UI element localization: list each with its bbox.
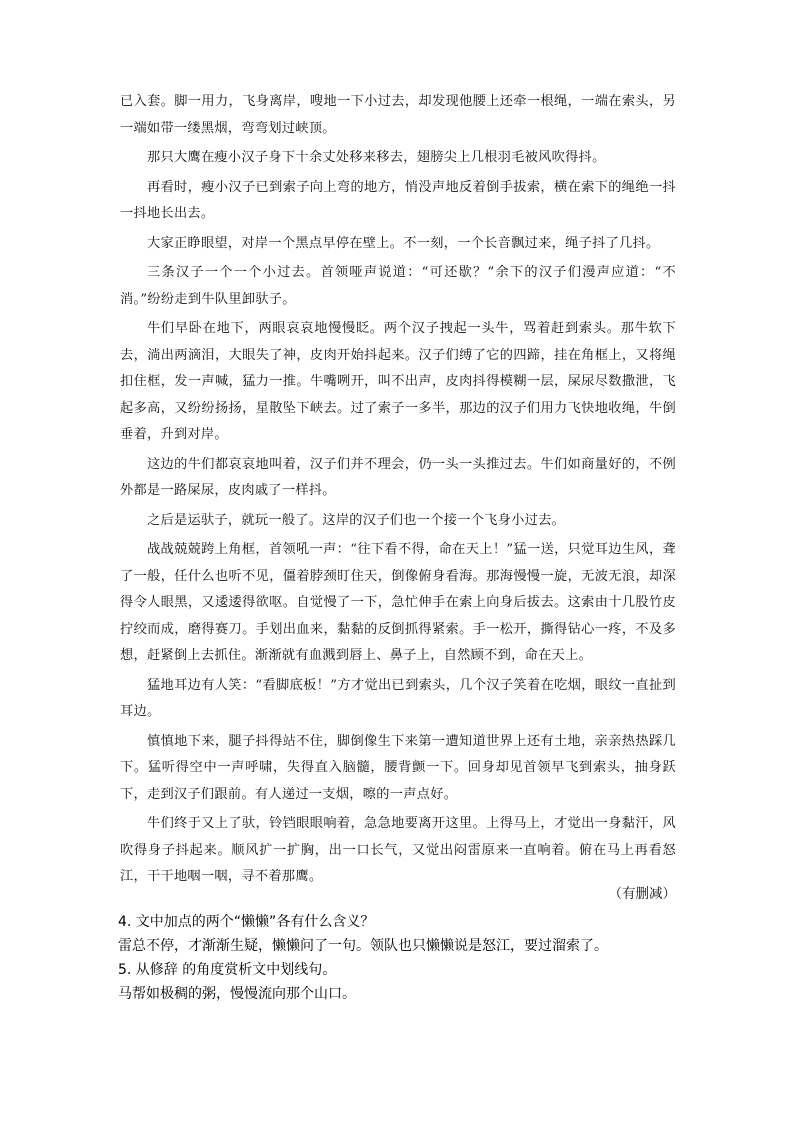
question-5-excerpt: 马帮如极稠的粥，慢慢流向那个山口。: [118, 986, 356, 1002]
passage-paragraph-4: 大家正睁眼望，对岸一个黑点早停在壁上。不一刻，一个长音飘过来，绳子抖了几抖。: [147, 235, 660, 251]
passage-paragraph-5: 三条汉子一个一个小过去。首领哑声说道：“可还歇？”余下的汉子们漫声应道：“不消。”纷纷走到牛队里卸驮子。: [120, 265, 676, 307]
passage-paragraph-3: 再看时，瘦小汉子已到索子向上弯的地方，悄没声地反着倒手拔索，横在索下的绳绝一抖一抖地长出去。: [120, 179, 676, 221]
question-4-excerpt: 雷总不停，才渐渐生疑，懒懒问了一句。领队也只懒懒说是怒江，要过溜索了。: [118, 938, 608, 954]
passage-paragraph-1: 已入套。脚一用力，飞身离岸，嗖地一下小过去，却发现他腰上还牵一根绳，一端在索头，另一端如带一缕黑烟，弯弯划过峡顶。: [120, 94, 676, 136]
question-section: [118, 910, 688, 1006]
passage-paragraph-10: 猛地耳边有人笑：“看脚底板！”方才觉出已到索头，几个汉子笑着在吃烟，眼纹一直扯到耳边。: [120, 677, 676, 719]
passage-paragraph-7: 这边的牛们都哀哀地叫着，汉子们并不理会，仍一头一头推过去。牛们如商量好的，不例外都是一路屎尿，皮肉戚了一样抖。: [120, 456, 676, 498]
passage: [120, 89, 676, 894]
passage-paragraph-6: 牛们早卧在地下，两眼哀哀地慢慢眨。两个汉子拽起一头牛，骂着赶到索头。那牛软下去，淌出两滴泪，大眼失了神，皮肉开始抖起来。汉子们缚了它的四蹄，挂在角框上，又将绳扣住框，发一声喊，猛力一推。牛嘴咧开，叫不出声，皮肉抖得模糊一层，屎尿尽数撒泄，飞起多高，又纷纷扬扬，星散坠下峡去。过了索子一多半，那边的汉子们用力飞快地收绳，牛倒垂着，升到对岸。: [120, 321, 676, 442]
passage-paragraph-12: 牛们终于又上了驮，铃铛眼眼响着，急急地要离开这里。上得马上，才觉出一身黏汗，风吹得身子抖起来。顺风扩一扩胸，出一口长气，又觉出闷雷原来一直响着。俯在马上再看怒江，干干地咽一咽，寻不着那鹰。: [120, 816, 676, 884]
passage-paragraph-2: 那只大鹰在瘦小汉子身下十余丈处移来移去，翅膀尖上几根羽毛被风吹得抖。: [147, 150, 606, 165]
question-5-prompt: 5. 从修辞 的角度赏析文中划线句。: [118, 962, 337, 978]
abridged-note: （有删减）: [608, 886, 676, 902]
passage-paragraph-8: 之后是运驮子，就玩一般了。这岸的汉子们也一个接一个飞身小过去。: [147, 512, 566, 528]
question-4-prompt: 4. 文中加点的两个“懒懒”各有什么含义？: [118, 914, 375, 930]
passage-paragraph-11: 慎慎地下来，腿子抖得站不住，脚倒像生下来第一遭知道世界上还有土地，亲亲热热踩几下。猛听得空中一声呼啸，失得直入脑髓，腰背颤一下。回身却见首领早飞到索头，抽身跃下，走到汉子们跟前。有人递过一支烟，嚓的一声点好。: [120, 733, 676, 802]
passage-paragraph-9: 战战兢兢跨上角框，首领吼一声：“往下看不得，命在天上！”猛一送，只觉耳边生风，聋了一般，任什么也听不见，僵着脖颈盯住天，倒像俯身看海。那海慢慢一旋，无波无浪，却深得令人眼黑，又逶逶得欲呕。自觉慢了一下，急忙伸手在索上向身后拔去。这索由十几股竹皮拧绞而成，磨得赛刀。手划出血来，黏黏的反倒抓得紧索。手一松开，撕得钻心一疼，不及多想，赶紧倒上去抓住。渐渐就有血溅到唇上、鼻子上，自然顾不到，命在天上。: [120, 542, 676, 663]
